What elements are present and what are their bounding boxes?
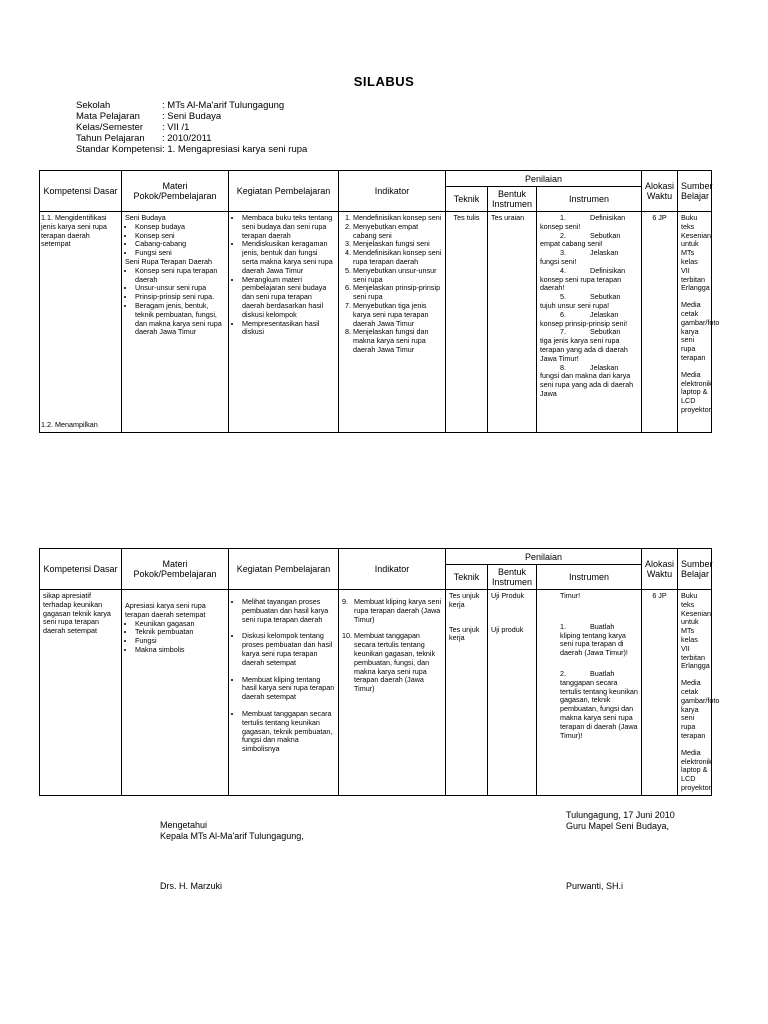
header-alokasi: Alokasi Waktu: [642, 171, 678, 212]
teknik-item: Tes unjuk kerja: [449, 591, 480, 609]
syllabus-table-1: [39, 170, 720, 433]
cell-alokasi: 6 JP: [642, 590, 678, 796]
list-item: • Unsur-unsur seni rupa: [135, 284, 225, 293]
list-item: 1. Mendefinisikan konsep seni: [353, 214, 442, 223]
instrumen-item: 1. Buatlah kliping tentang karya seni rupa terapan di daerah (Jawa Timur)!: [560, 621, 628, 658]
cell-materi: [122, 212, 229, 433]
header-indikator: Indikator: [339, 549, 446, 590]
list-item: • Konsep seni rupa terapan daerah: [135, 267, 225, 285]
info-value: : Seni Budaya: [162, 111, 222, 122]
sumber-item: Buku teks Kesenian untuk MTs kelas VII terbitan Erlangga: [681, 213, 711, 293]
info-value: : VII /1: [162, 122, 190, 133]
header-materi: Materi Pokok/Pembelajaran: [122, 549, 229, 590]
materi-heading: Seni Rupa Terapan Daerah: [125, 256, 212, 266]
instrumen-item: 7. Sebutkan tiga jenis karya seni rupa terapan yang ada di daerah Jawa Timur!: [540, 327, 628, 363]
instrumen-item: 6. Jelaskan konsep prinsip-prinsip seni!: [540, 309, 628, 328]
header-kegiatan: Kegiatan Pembelajaran: [229, 549, 339, 590]
bentuk-item: Uji produk: [491, 624, 524, 634]
sumber-item: Media elektronik laptop & LCD proyektor: [681, 747, 712, 792]
header-sumber: Sumber Belajar: [678, 171, 712, 212]
footer-acknowledged: Mengetahui: [160, 820, 208, 830]
cell-bentuk: [488, 590, 537, 796]
kd-1-2: 1.2. Menampilkan: [41, 420, 98, 430]
list-item: • Teknik pembuatan: [135, 628, 225, 637]
sumber-item: Media elektronik laptop & LCD proyektor: [681, 369, 712, 414]
info-row: [76, 133, 307, 144]
cell-sumber: [678, 590, 720, 796]
info-label: Standar Kompetensi: [76, 144, 163, 155]
header-bentuk: Bentuk Instrumen: [488, 565, 537, 590]
cell-indikator: [339, 590, 446, 796]
header-indikator: Indikator: [339, 171, 446, 212]
materi-list: [125, 223, 225, 258]
cell-bentuk: Tes uraian: [488, 212, 537, 433]
syllabus-table-2: [39, 548, 720, 796]
header-kompetensi: Kompetensi Dasar: [40, 549, 122, 590]
indikator-list: [342, 214, 442, 355]
cell-teknik: [446, 590, 488, 796]
sumber-item: Media cetak gambar/foto karya seni rupa terapan: [681, 300, 720, 362]
footer-headmaster-name: Drs. H. Marzuki: [160, 881, 223, 891]
cell-kegiatan: [229, 212, 339, 433]
cell-kegiatan: [229, 590, 339, 796]
instrumen-item: 1. Definisikan konsep seni!: [540, 213, 626, 231]
info-value: : MTs Al-Ma'arif Tulungagung: [162, 100, 285, 111]
teknik-item: Tes unjuk kerja: [449, 624, 480, 643]
list-item: • Makna simbolis: [135, 646, 225, 655]
list-item: • Beragam jenis, bentuk, teknik pembuatan, fungsi, dan makna karya seni rupa daerah Jawa Timur: [135, 302, 225, 337]
list-item: • Fungsi: [135, 637, 225, 646]
header-penilaian: Penilaian: [446, 549, 642, 565]
footer-teacher-name: Purwanti, SH.i: [566, 881, 624, 891]
cell-kompetensi: sikap apresiatif terhadap keunikan gagasan teknik karya seni rupa terapan daerah setempat: [40, 590, 122, 796]
header-teknik: Teknik: [446, 565, 488, 590]
header-bentuk: Bentuk Instrumen: [488, 187, 537, 212]
kd-1-1: 1.1. Mengidentifikasi jenis karya seni rupa terapan daerah setempat: [41, 213, 107, 249]
bentuk-item: Uji Produk: [491, 591, 525, 600]
list-item: 6. Menjelaskan prinsip-prinsip seni rupa: [353, 284, 442, 302]
list-item: • Mempresentasikan hasil diskusi: [242, 320, 335, 338]
info-label: Kelas/Semester: [76, 122, 144, 133]
instrumen-item: 2. Buatlah tanggapan secara tertulis tentang keunikan gagasan, teknik pembuatan, fungsi dan makna karya seni rupa terapan di daerah (Jawa Timur)!: [560, 668, 638, 740]
cell-kompetensi: [40, 212, 122, 433]
info-label: Sekolah: [76, 100, 111, 111]
header-instrumen: Instrumen: [537, 187, 642, 212]
cell-materi: [122, 590, 229, 796]
list-item: • Membuat tanggapan secara tertulis tentang keunikan gagasan, teknik pembuatan, fungsi dan makna simbolisnya: [242, 710, 335, 754]
list-item: • Membuat kliping tentang hasil karya seni rupa terapan daerah setempat: [242, 676, 335, 702]
info-label: Tahun Pelajaran: [76, 133, 145, 144]
list-item: 2. Menyebutkan empat cabang seni: [353, 223, 442, 241]
list-item: • Diskusi kelompok tentang proses pembuatan dan hasil karya seni rupa terapan daerah setempat: [242, 632, 335, 667]
list-item: 8. Menjelaskan fungsi dan makna karya seni rupa daerah Jawa Timur: [353, 328, 442, 354]
cell-instrumen: [537, 212, 642, 433]
header-kompetensi: Kompetensi Dasar: [40, 171, 122, 212]
instrumen-item: 2. Sebutkan empat cabang seni!: [540, 230, 621, 249]
header-instrumen: Instrumen: [537, 565, 642, 590]
indikator-item: 9. Membuat kliping karya seni rupa terapan daerah (Jawa Timur): [342, 597, 442, 624]
list-item: 7. Menyebutkan tiga jenis karya seni rupa terapan daerah Jawa Timur: [353, 302, 442, 328]
list-item: • Merangkum materi pembelajaran seni budaya dan seni rupa terapan daerah berdasarkan hasil diskusi kelompok: [242, 276, 335, 320]
header-sumber: Sumber Belajar: [678, 549, 712, 590]
info-value: : 2010/2011: [162, 133, 212, 144]
sumber-item: Buku teks Kesenian untuk MTs kelas VII terbitan Erlangga: [681, 591, 711, 671]
instrumen-item: 5. Sebutkan tujuh unsur seni rupa!: [540, 292, 621, 310]
cell-teknik: Tes tulis: [446, 212, 488, 433]
page-title: SILABUS: [353, 74, 415, 89]
info-row: [76, 122, 307, 133]
materi-heading: Apresiasi karya seni rupa terapan daerah setempat: [125, 601, 206, 619]
list-item: • Keunikan gagasan: [135, 620, 225, 629]
list-item: • Membaca buku teks tentang seni budaya dan seni rupa terapan daerah: [242, 214, 335, 240]
footer-right: [566, 810, 675, 832]
info-row: [76, 100, 307, 111]
header-alokasi: Alokasi Waktu: [642, 549, 678, 590]
footer-date: Tulungagung, 17 Juni 2010: [566, 810, 675, 820]
header-info: [76, 100, 307, 155]
kegiatan-list: [232, 214, 335, 337]
list-item: • Cabang-cabang: [135, 240, 225, 249]
instrumen-item: 3. Jelaskan fungsi seni!: [540, 248, 619, 266]
info-row: [76, 111, 307, 122]
list-item: • Melihat tayangan proses pembuatan dan hasil karya seni rupa terapan daerah: [242, 598, 335, 624]
instrumen-continuation: Timur!: [560, 591, 581, 600]
materi-list: [125, 267, 225, 337]
header-teknik: Teknik: [446, 187, 488, 212]
list-item: 5. Menyebutkan unsur-unsur seni rupa: [353, 267, 442, 285]
list-item: • Mendiskusikan keragaman jenis, bentuk dan fungsi serta makna karya seni rupa daerah Jawa Timur: [242, 240, 335, 275]
header-penilaian: Penilaian: [446, 171, 642, 187]
list-item: • Konsep seni: [135, 232, 225, 241]
list-item: • Fungsi seni: [135, 249, 225, 258]
info-label: Mata Pelajaran: [76, 111, 140, 122]
cell-sumber: [678, 212, 720, 433]
sumber-item: Media cetak gambar/foto karya seni rupa terapan: [681, 678, 720, 740]
footer-left: [160, 820, 304, 842]
materi-list: [125, 620, 225, 655]
indikator-item: 10. Membuat tanggapan secara tertulis tentang keunikan gagasan, teknik pembuatan, fungsi, dan makna karya seni rupa terapan daerah (Jawa Timur): [342, 631, 436, 694]
list-item: 4. Mendefinisikan konsep seni rupa terapan daerah: [353, 249, 442, 267]
cell-indikator: [339, 212, 446, 433]
info-row: [76, 144, 307, 155]
header-materi: Materi Pokok/Pembelajaran: [122, 171, 229, 212]
list-item: • Prinsip-prinsip seni rupa.: [135, 293, 225, 302]
footer-teacher-title: Guru Mapel Seni Budaya,: [566, 821, 670, 831]
instrumen-item: 4. Definisikan konsep seni rupa terapan daerah!: [540, 265, 626, 293]
kegiatan-list: [232, 598, 335, 754]
list-item: • Konsep budaya: [135, 223, 225, 232]
materi-heading: Seni Budaya: [125, 213, 166, 222]
instrumen-item: 8. Jelaskan fungsi dan makna dari karya seni rupa yang ada di daerah Jawa: [540, 362, 634, 398]
info-value: : 1. Mengapresiasi karya seni rupa: [162, 144, 308, 155]
cell-alokasi: 6 JP: [642, 212, 678, 433]
cell-instrumen: [537, 590, 642, 796]
list-item: 3. Menjelaskan fungsi seni: [353, 240, 442, 249]
header-kegiatan: Kegiatan Pembelajaran: [229, 171, 339, 212]
footer-headmaster-title: Kepala MTs Al-Ma'arif Tulungagung,: [160, 831, 304, 841]
